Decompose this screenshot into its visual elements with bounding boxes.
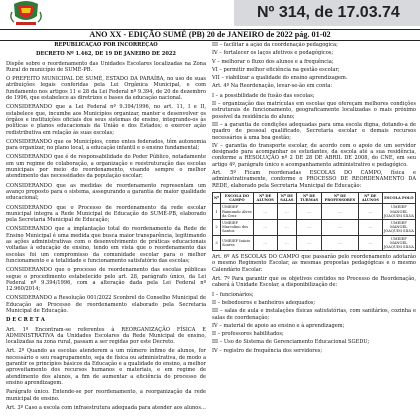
table-cell: … — [277, 219, 297, 235]
table-cell: UMEIEF Raimundo Alves da Cruz — [222, 205, 252, 218]
table-cell: … — [277, 235, 297, 251]
table-header-cell: Nº — [213, 192, 221, 203]
article-6: Art. 6º AS ESCOLAS DO CAMPO que passarão pelo reordenamento adotarão o mesmo Regimento Escolar, as mesmas propostas pedagógicas e o mesmo Calendário Escolar. — [212, 254, 416, 273]
article-5: Art. 5º Ficam reordenadas ESCOLAS DO CAMPO, física e administrativamente, conforme o PROCESSO DE REORDENAMENTO DA REDE, elaborado pela Secretaria Municipal de Educação: — [212, 170, 416, 189]
table-cell: … — [358, 219, 382, 235]
considerando-paragraph: CONSIDERANDO que a implantação total do reordenamento da Rede de Ensino Municipal é uma medida que busca maior transparência, legitimando as ações administrativas com o desenvolvimento de práticas educacionais voltadas à educação de ensino, tendo em vista que o reordenamento das escolas foi um compromisso da comunidade escolar para o melhor funcionamento e a totalidade e funcionamento satisfatório das escolas; — [6, 226, 206, 264]
article-paragraph: Art. 3º Caso a escola com infraestrutura adequada para atender aos alunos... — [6, 404, 206, 411]
article-paragraph: Parágrafo único. Entende-se por reordenamento, a reorganização da rede municipal de ensino. — [6, 389, 206, 402]
table-cell: … — [297, 204, 322, 220]
table-cell: UMEIEF Marcolino dos Santos — [221, 219, 254, 235]
list-item: IV – registro de frequência dos servidores; — [212, 347, 323, 354]
decreta-heading: D E C R E T A — [6, 317, 45, 324]
decree-summary: Dispõe sobre o reordenamento das Unidades Escolares localizadas na Zona Rural do município de SUMÉ-PB. — [6, 60, 206, 73]
table-cell: … — [297, 219, 322, 235]
list-item: II – organização das matrículas em escolas que ofereçam melhores condições estruturais de funcionamento, geograficamente localizadas o mais próximo possível da residência do aluno; — [212, 101, 416, 120]
left-column — [6, 42, 206, 420]
municipal-coat-of-arms-logo — [6, 0, 46, 28]
table-header-cell: Nº DE ALUNOS — [358, 192, 382, 203]
considerando-paragraph: CONSIDERANDO a Resolução 001/2022 Sconbrel do Conselho Municipal de Educação ao Processo de reordenamento elaborado pela Secretaria Municipal de Educação. — [6, 295, 206, 314]
table-cell: 1 — [213, 204, 221, 220]
list-item: IV – fortalecer os laços afetivos e pedagógicos; — [212, 50, 334, 57]
table-cell: UMEIEF Inácio Soares — [221, 235, 254, 251]
table-cell: … — [358, 235, 382, 251]
considerando-paragraph: CONSIDERANDO que é de responsabilidade do Poder Público, notadamente em um regime de colaboração, a organização e reestruturação das escolas municipais por meio do reordenamento, visando sempre o melhor atendimento das necessidades da população escolar; — [6, 154, 206, 180]
considerando-paragraph: CONSIDERANDO que a Lei Federal nº 9.394/1996, no art. 11, I e II, estabelece que, incumbe aos Municípios organizar, manter e desenvolver os órgãos e instituições oficiais dos seus sistemas de ensino, integrando-os às políticas e planos educacionais da União e dos Estados; e exercer ação redistributiva em relação às suas escolas; — [6, 104, 206, 136]
right-column — [212, 42, 416, 420]
list-item: VII – viabilizar a qualidade do ensino aprendizagem. — [212, 75, 348, 82]
table-cell: … — [358, 204, 382, 220]
decree-preamble: O PREFEITO MUNICIPAL DE SUMÉ, ESTADO DA PARAÍBA, no uso de suas atribuições legais conferidas pela Lei Orgânica Municipal, e com fundamento nos artigos 11 e 28 da Lei Federal nº 9.394, de 20 de dezembro de 1996, que estabelece as diretrizes e bases da educação nacional. — [6, 76, 206, 102]
considerando-paragraph: CONSIDERANDO que os Municípios, como entes federados, têm autonomia para organizar, no plano local, a educação infantil e o ensino fundamental; — [6, 138, 206, 152]
list-item: III – a garantia de condições adequadas para uma escola digna, dotando-a de quadro de pessoal qualificado, Secretaria escolar e demais recursos necessários à uma boa gestão; — [212, 121, 416, 141]
edition-banner: ANO XX - EDIÇÃO SUMÉ (PB) 20 de JANEIRO de 2022 pág. 01-02 — [0, 29, 420, 41]
table-cell: … — [253, 204, 277, 220]
list-item: III – Uso do Sistema de Gerenciamento Educacional SGEDU; — [212, 339, 370, 346]
decree-title: DECRETO Nº 1.462, DE 19 DE JANEIRO DE 2022 — [36, 51, 176, 58]
table-header-cell: ESCOLA POLO — [382, 192, 415, 203]
table-cell: UMEIEF MANOEL JOAQUIM SILVA — [383, 205, 414, 218]
republication-title: REPUBLICAÇÃO POR INCORREÇÃO — [54, 42, 158, 48]
table-header-cell: Nº DE ALUNOS — [253, 192, 277, 203]
table-row — [213, 204, 416, 220]
list-item: III – facilitar a ação da coordenação pedagógica; — [212, 42, 338, 48]
list-item: IV – garantia do transporte escolar, de acordo com o apoio de um servidor designado para acompanhar os estudantes, da escola até a sua residência, conforme a RESOLUÇÃO nº 2 DE 28 DE ABRIL DE 2008, do CNE, em seu artigo 4º, parágrafo único e acompanhamento administrativo e pedagógico. — [212, 142, 416, 168]
article-paragraph: Art. 1º Encontram-se referentes à REORGANIZAÇÃO FÍSICA E ADMINISTRATIVA da Unidades Escolares da Rede Municipal de ensino, localizadas na zona rural, passam a ser regidas por este Decreto. — [6, 326, 206, 346]
table-row — [213, 219, 416, 235]
considerando-paragraph: CONSIDERANDO que as medidas de reordenamento representam um avanço proposto para o sistema, assegurando a garantia de maior qualidade educacional; — [6, 182, 206, 202]
masthead — [0, 0, 420, 39]
list-item: II – professores habilitados; — [212, 331, 284, 338]
table-cell: … — [321, 235, 358, 251]
article-4: Art. 4º Na Reordenação, levar-se-ão em conta: — [212, 83, 333, 90]
list-item: IV – material de apoio ao ensino e à aprendizagem; — [212, 322, 345, 329]
considerando-paragraph: CONSIDERANDO que o Processo de reordenamento da rede escolar municipal integra a Rede Municipal de Educação do SUMÉ-PB, elaborado pela Secretaria Municipal de Educação; — [6, 204, 206, 224]
table-header-cell: Nº DE PROFESSORES — [321, 192, 358, 203]
table-cell: … — [297, 235, 322, 251]
table-cell: … — [277, 204, 297, 220]
table-header-cell: Nº DE SALAS — [277, 192, 297, 203]
article-paragraph: Art. 2º Quando as escolas atenderem a um número ínfimo de alunos, for necessário o seu reagrupamento, seja de física ou administrativa, de modo a garantir os princípios básicos da Educação e a qualidade do ensino, a melhor aproveitamento dos recursos humanos e materiais, e em regime de atendimento dos alunos, a fim de aumentar a eficiência do processo de ensino aprendizagem. — [6, 348, 206, 386]
list-item: I – a possibilidade de fusão das escolas; — [212, 92, 315, 99]
schools-table — [212, 192, 416, 251]
article-7: Art. 7º Para garantir que os objetivos contidos no Processo de Reordenação, caberá à Unidade Escolar, a disponibilização de: — [212, 276, 416, 289]
table-cell: UMEIEF MANOEL JOAQUIM SILVA — [383, 220, 414, 234]
table-row — [213, 235, 416, 251]
table-cell: 3 — [213, 235, 221, 251]
list-item: III – salas de aula e instalações físicas satisfatórias, com sanitários, cozinha e salas de coordenação; — [212, 308, 416, 321]
table-header-cell: ESCOLA DO CAMPO — [221, 192, 254, 203]
issue-number: Nº 314, de 17.03.74 — [257, 4, 400, 21]
resources-list — [212, 292, 416, 354]
table-cell: … — [253, 219, 277, 235]
objectives-list — [212, 42, 416, 81]
table-header-cell: Nº DE TURMAS — [297, 192, 322, 203]
list-item: II – bebedouros e banheiros adequados; — [212, 299, 316, 306]
table-cell: 2 — [213, 219, 221, 235]
criteria-list — [212, 93, 416, 168]
table-cell: UMEIEF MANOEL JOAQUIM SILVA — [383, 236, 414, 249]
list-item: V – melhorar o fluxo dos alunos e a frequência; — [212, 58, 334, 65]
considerando-paragraph: CONSIDERANDO que o processo de reordenamento das escolas públicas segue o procedimento estabelecido pelo art. 28, parágrafo único, da Lei Federal nº 9.394/1996, com a alteração dada pela Lei Federal nº 12.960/2014; — [6, 267, 206, 293]
table-cell: … — [321, 204, 358, 220]
list-item: I – funcionários; — [212, 291, 254, 298]
list-item: VI – permitir melhor eficiência na gestão escolar; — [212, 66, 340, 73]
table-header-row — [213, 192, 416, 203]
table-cell: … — [321, 219, 358, 235]
table-cell: … — [253, 235, 277, 251]
